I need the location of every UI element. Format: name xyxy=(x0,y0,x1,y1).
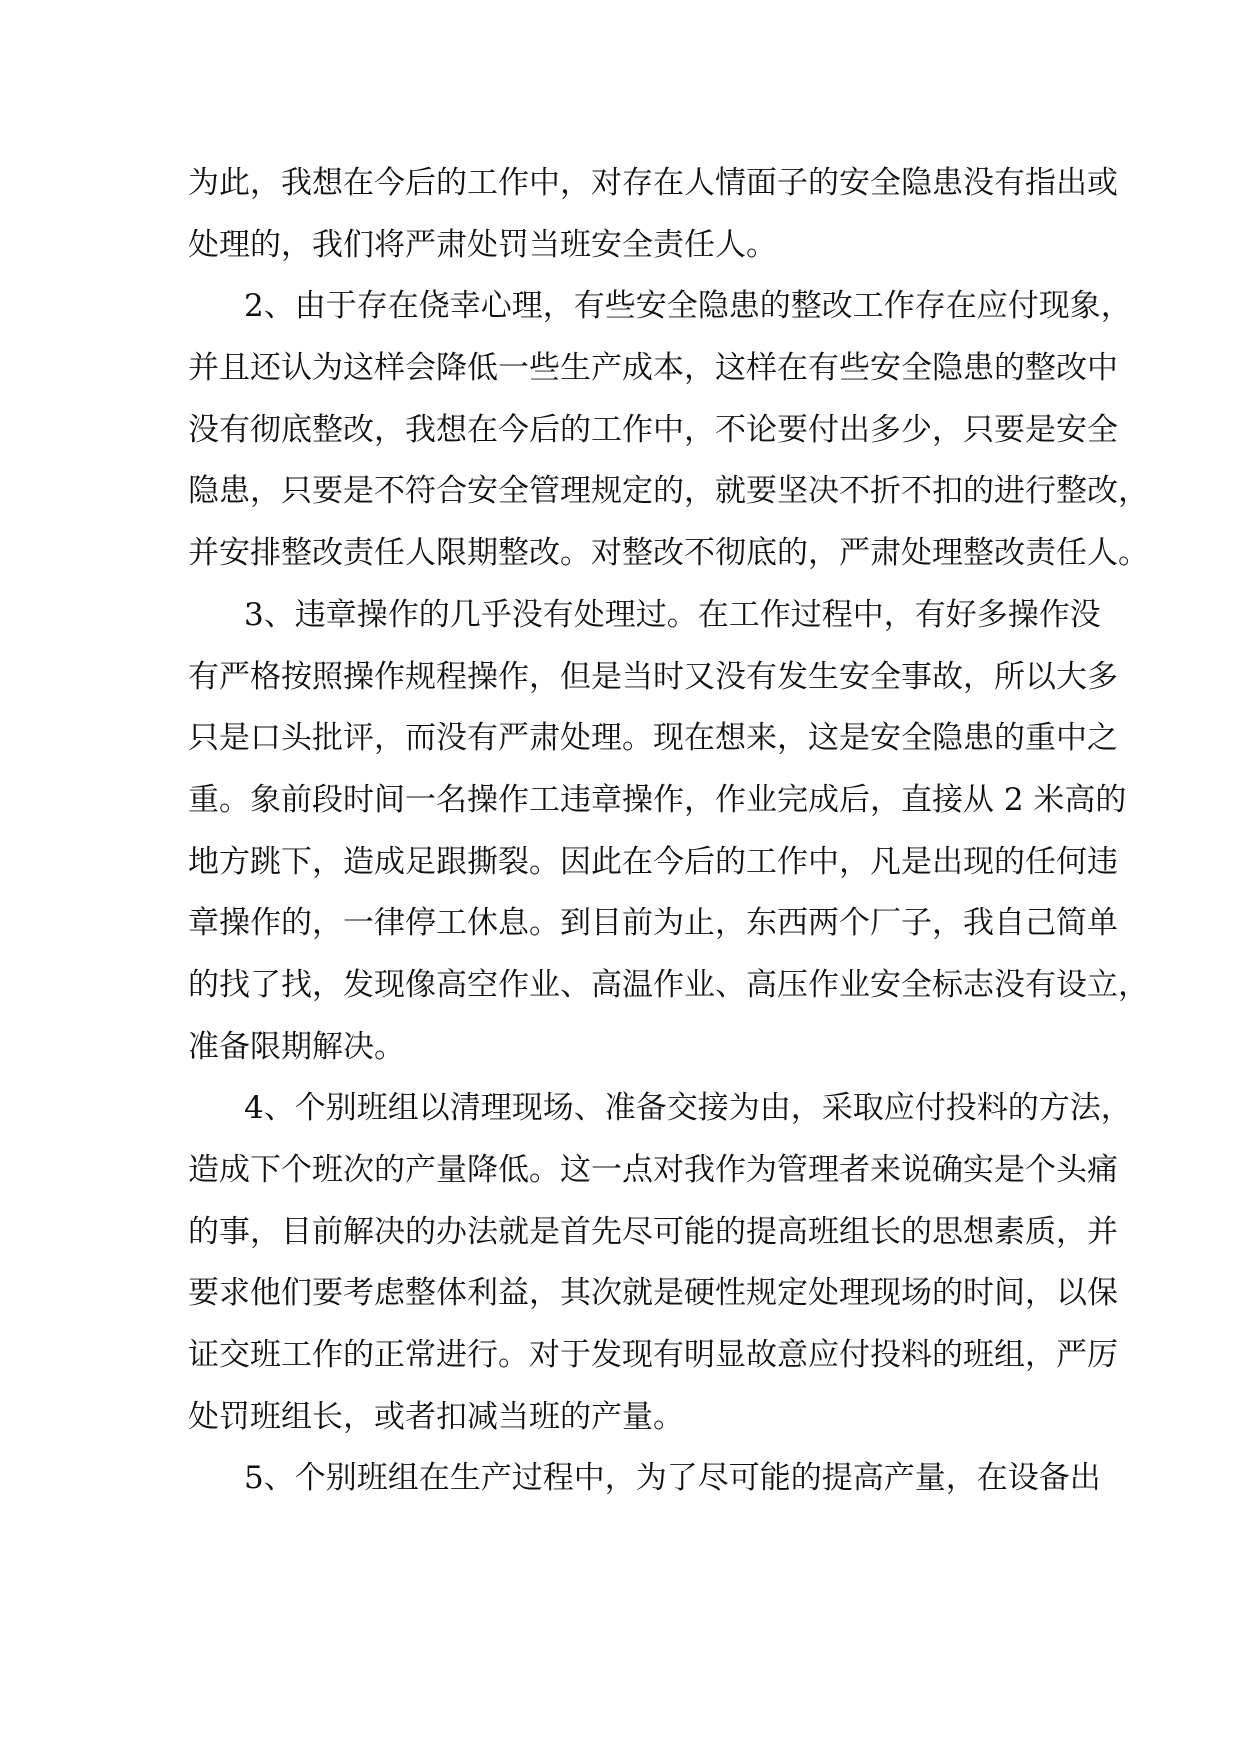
text-line: 2、由于存在侥幸心理，有些安全隐患的整改工作存在应付现象， xyxy=(244,288,1132,325)
text-line: 证交班工作的正常进行。对于发现有明显故意应付投料的班组，严厉 xyxy=(188,1337,1118,1374)
text-line: 为此，我想在今后的工作中，对存在人情面子的安全隐患没有指出或 xyxy=(188,165,1118,201)
document-body xyxy=(188,153,1149,1510)
text-line: 5、个别班组在生产过程中，为了尽可能的提高产量，在设备出 xyxy=(244,1460,1101,1497)
text-line: 有严格按照操作规程操作，但是当时又没有发生安全事故，所以大多 xyxy=(188,658,1118,695)
text-line: 地方跳下，造成足跟撕裂。因此在今后的工作中，凡是出现的任何违 xyxy=(188,843,1118,880)
paragraph xyxy=(188,153,1118,276)
text-line: 只是口头批评，而没有严肃处理。现在想来，这是安全隐患的重中之 xyxy=(188,720,1118,757)
text-line: 要求他们要考虑整体利益，其次就是硬性规定处理现场的时间，以保 xyxy=(188,1275,1118,1312)
text-line: 并且还认为这样会降低一些生产成本，这样在有些安全隐患的整改中 xyxy=(188,350,1118,387)
text-line: 没有彻底整改，我想在今后的工作中，不论要付出多少，只要是安全 xyxy=(188,411,1118,448)
text-line: 造成下个班次的产量降低。这一点对我作为管理者来说确实是个头痛 xyxy=(188,1152,1118,1188)
text-line: 4、个别班组以清理现场、准备交接为由，采取应付投料的方法， xyxy=(244,1090,1132,1127)
text-line: 准备限期解决。 xyxy=(188,1028,405,1065)
text-line: 隐患，只要是不符合安全管理规定的，就要坚决不折不扣的进行整改， xyxy=(188,473,1149,510)
text-line: 处罚班组长，或者扣减当班的产量。 xyxy=(188,1398,684,1435)
text-line: 处理的，我们将严肃处罚当班安全责任人。 xyxy=(188,226,777,263)
text-line: 并安排整改责任人限期整改。对整改不彻底的，严肃处理整改责任人。 xyxy=(188,535,1149,572)
text-line: 章操作的，一律停工休息。到目前为止，东西两个厂子，我自己简单 xyxy=(188,905,1118,942)
text-line: 3、违章操作的几乎没有处理过。在工作过程中，有好多操作没 xyxy=(244,596,1101,633)
paragraph xyxy=(188,1448,1101,1510)
text-line: 的事，目前解决的办法就是首先尽可能的提高班组长的思想素质，并 xyxy=(188,1213,1118,1250)
paragraph xyxy=(188,585,1149,1079)
text-line: 重。象前段时间一名操作工违章操作，作业完成后，直接从 2 米高的 xyxy=(188,781,1127,818)
paragraph xyxy=(188,1078,1132,1448)
paragraph xyxy=(188,276,1149,584)
text-line: 的找了找，发现像高空作业、高温作业、高压作业安全标志没有设立， xyxy=(188,966,1149,1003)
